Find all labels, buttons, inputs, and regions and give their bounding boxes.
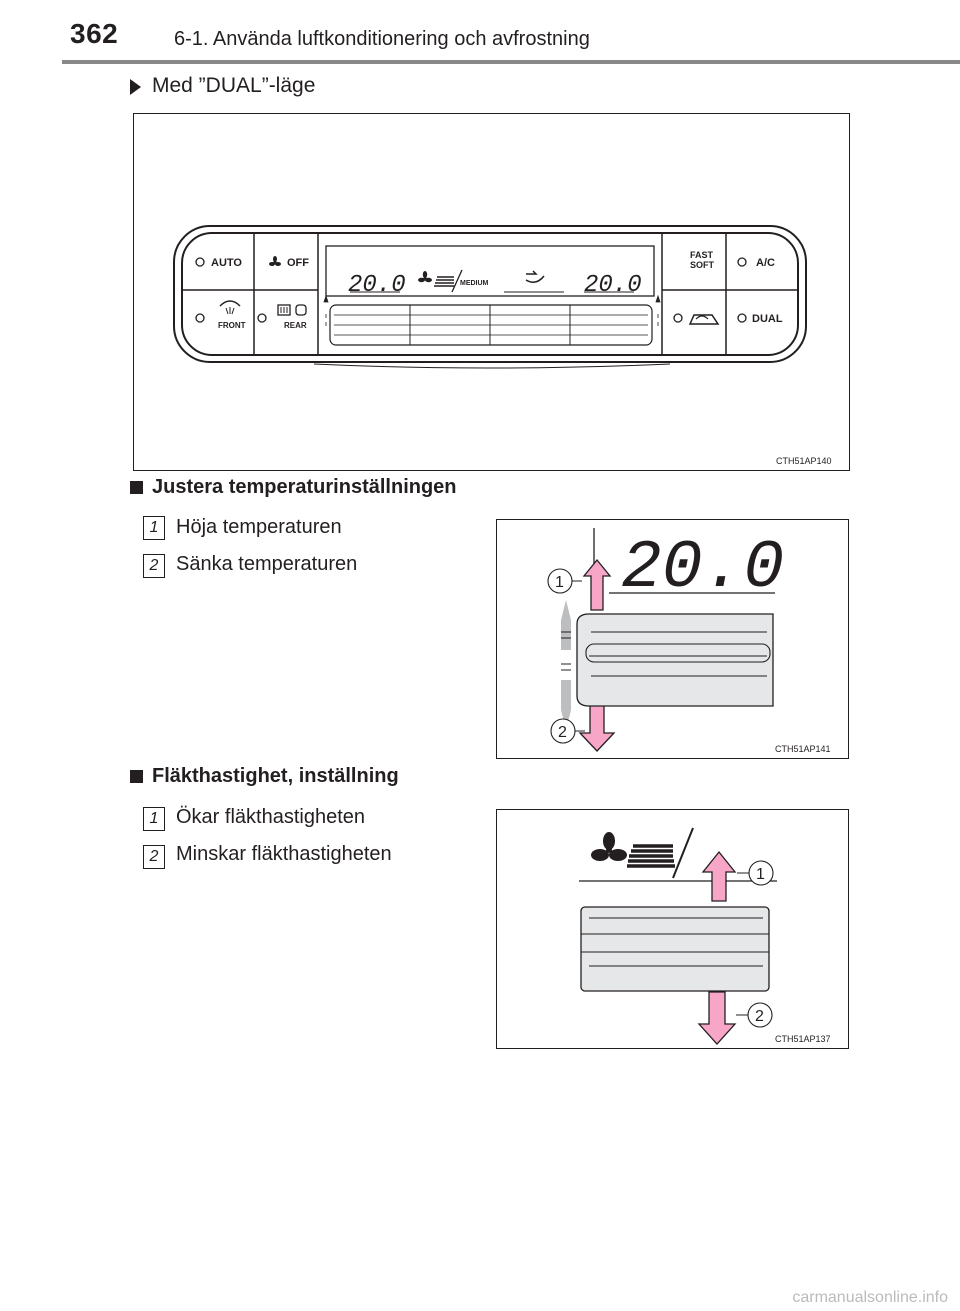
item-text: Ökar fläkthastigheten [176,806,365,828]
item-text: Höja temperaturen [176,516,342,538]
callout-number: 2 [558,724,567,741]
fast-soft-label-line1[interactable]: FAST [690,250,714,260]
off-button-label[interactable]: OFF [287,257,309,269]
fan-icon [591,832,627,861]
item-number: 1 [143,807,165,831]
temperature-figure [496,519,849,759]
control-panel-figure [133,113,850,471]
figure-code: CTH51AP140 [776,456,832,466]
control-panel-illustration [134,114,849,470]
bullet-triangle-icon [130,79,141,95]
left-temp-display: 20.0 [348,272,406,299]
item-number: 2 [143,845,165,869]
right-temp-display: 20.0 [584,272,642,299]
page-number: 362 [70,18,119,49]
section-square-icon [130,770,143,783]
item-number: 2 [143,554,165,578]
item-text: Sänka temperaturen [176,553,358,575]
fan-speed-figure [496,809,849,1049]
fast-soft-label-line2[interactable]: SOFT [690,260,714,270]
header-rule [62,60,960,64]
front-defrost-label[interactable]: FRONT [218,321,246,330]
mode-heading: Med ”DUAL”-läge [152,74,316,97]
dual-button-label[interactable]: DUAL [752,313,783,325]
watermark: carmanualsonline.info [792,1289,948,1306]
ac-button-label[interactable]: A/C [756,257,775,269]
section-title-fan-speed: Fläkthastighet, inställning [152,765,399,787]
callout-number: 1 [555,574,564,591]
callout-number: 1 [756,866,765,883]
callout-number: 2 [755,1008,764,1025]
auto-button-label[interactable]: AUTO [211,257,242,269]
rear-defrost-label[interactable]: REAR [284,321,307,330]
figure-code: CTH51AP141 [775,744,831,754]
section-title-temperature: Justera temperaturinställningen [152,476,457,498]
item-text: Minskar fläkthastigheten [176,843,392,865]
item-number: 1 [143,516,165,540]
fan-mode-display: MEDIUM [460,280,489,287]
large-temp-display: 20.0 [621,530,785,607]
temperature-illustration [497,520,848,758]
fan-speed-illustration [497,810,848,1048]
chapter-title: 6-1. Använda luftkonditionering och avfrostning [174,28,590,50]
figure-code: CTH51AP137 [775,1034,831,1044]
section-square-icon [130,481,143,494]
